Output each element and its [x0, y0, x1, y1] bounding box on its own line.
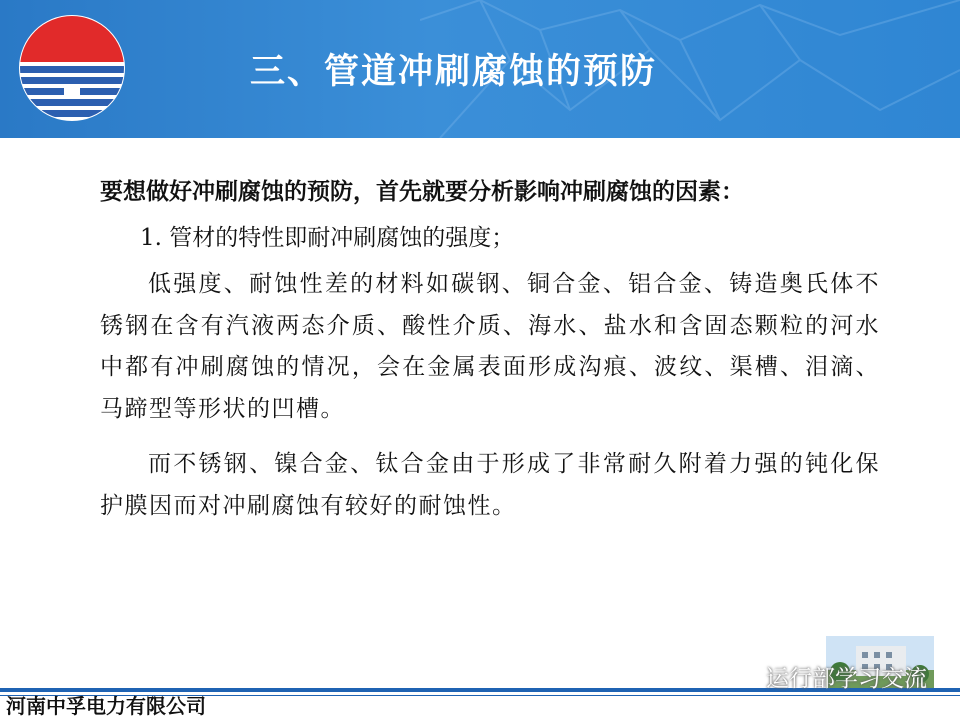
list-item-1: 1. 管材的特性即耐冲刷腐蚀的强度； [140, 225, 515, 251]
paragraph-low-strength: 低强度、耐蚀性差的材料如碳钢、铜合金、铝合金、铸造奥氏体不锈钢在含有汽液两态介质、酸性介质、海水、盐水和含固态颗粒的河水中都有冲刷腐蚀的情况，会在金属表面形成沟痕、波纹、渠槽、泪滴、马蹄型等形状的凹槽。 [100, 271, 880, 422]
lead-sentence: 要想做好冲刷腐蚀的预防，首先就要分析影响冲刷腐蚀的因素： [100, 178, 744, 205]
slide-body [100, 172, 880, 541]
header-banner [0, 0, 960, 138]
company-logo [18, 14, 126, 122]
company-name: 河南中孚电力有限公司 [6, 694, 206, 718]
slide-title: 三、管道冲刷腐蚀的预防 [250, 51, 658, 92]
wechat-icon [730, 665, 760, 689]
paragraph-stainless: 而不锈钢、镍合金、钛合金由于形成了非常耐久附着力强的钝化保护膜因而对冲刷腐蚀有较好的耐蚀性。 [100, 451, 880, 519]
watermark-text: 运行部学习交流 [766, 666, 927, 692]
watermark [730, 660, 927, 693]
